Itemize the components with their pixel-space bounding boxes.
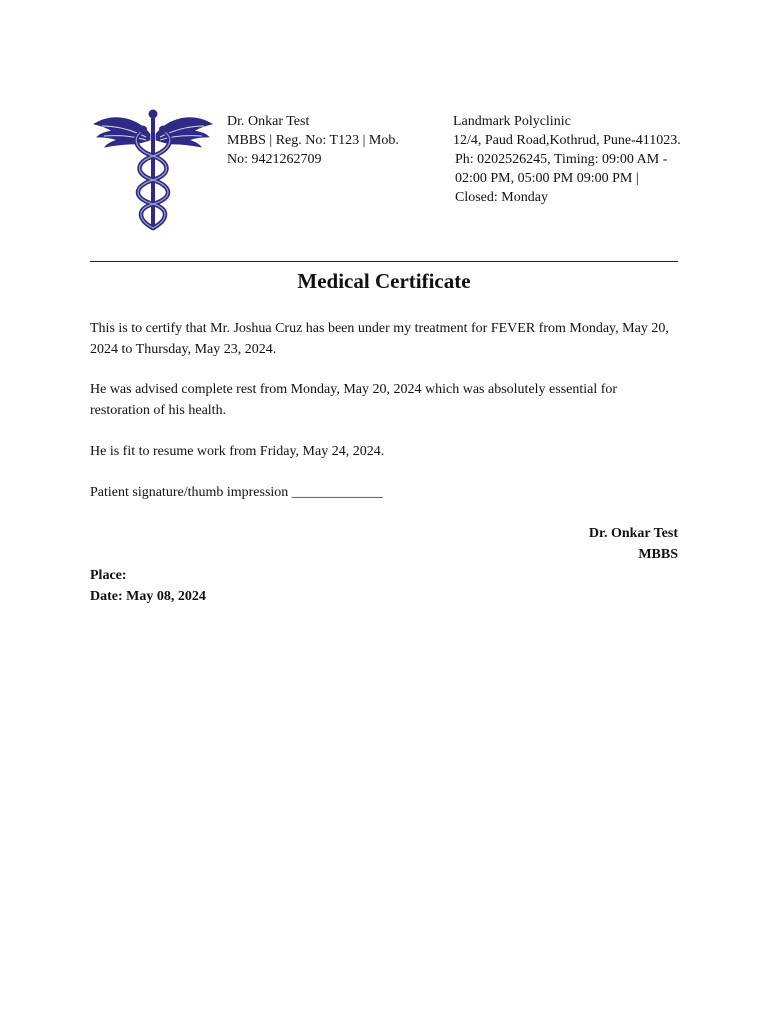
clinic-name: Landmark Polyclinic [453, 114, 571, 129]
certificate-paragraph-rest: He was advised complete rest from Monday, May 20, 2024 which was absolutely essential for restoration of his health. [90, 382, 618, 418]
caduceus-icon [92, 104, 214, 234]
certificate-paragraph-treatment: This is to certify that Mr. Joshua Cruz has been under my treatment for FEVER from Monday, May 20, 2024 to Thursday, May 23, 2024. [90, 321, 669, 357]
place-date-block [90, 565, 390, 607]
header-divider [90, 261, 678, 262]
doctor-details-line1: MBBS | Reg. No: T123 | Mob. [227, 133, 399, 148]
place-label: Place: [90, 568, 127, 583]
clinic-phone-timing: Ph: 0202526245, Timing: 09:00 AM - [455, 152, 668, 167]
date-text: Date: May 08, 2024 [90, 589, 206, 604]
doctor-header [227, 112, 427, 169]
signature-doctor-name: Dr. Onkar Test [588, 526, 678, 541]
clinic-timing-continued: 02:00 PM, 05:00 PM 09:00 PM | [455, 171, 639, 186]
clinic-address: 12/4, Paud Road,Kothrud, Pune-411023. [453, 133, 681, 148]
signature-qualification: MBBS [638, 547, 678, 562]
certificate-paragraph-fit: He is fit to resume work from Friday, May 24, 2024. [90, 444, 385, 459]
doctor-details-line2: No: 9421262709 [227, 152, 322, 167]
doctor-name: Dr. Onkar Test [227, 114, 310, 129]
doctor-signature-block [400, 523, 678, 565]
page-title: Medical Certificate [297, 269, 471, 293]
clinic-header [453, 112, 693, 207]
patient-signature-line: Patient signature/thumb impression _____________ [90, 485, 383, 500]
clinic-closed-day: Closed: Monday [455, 190, 548, 205]
